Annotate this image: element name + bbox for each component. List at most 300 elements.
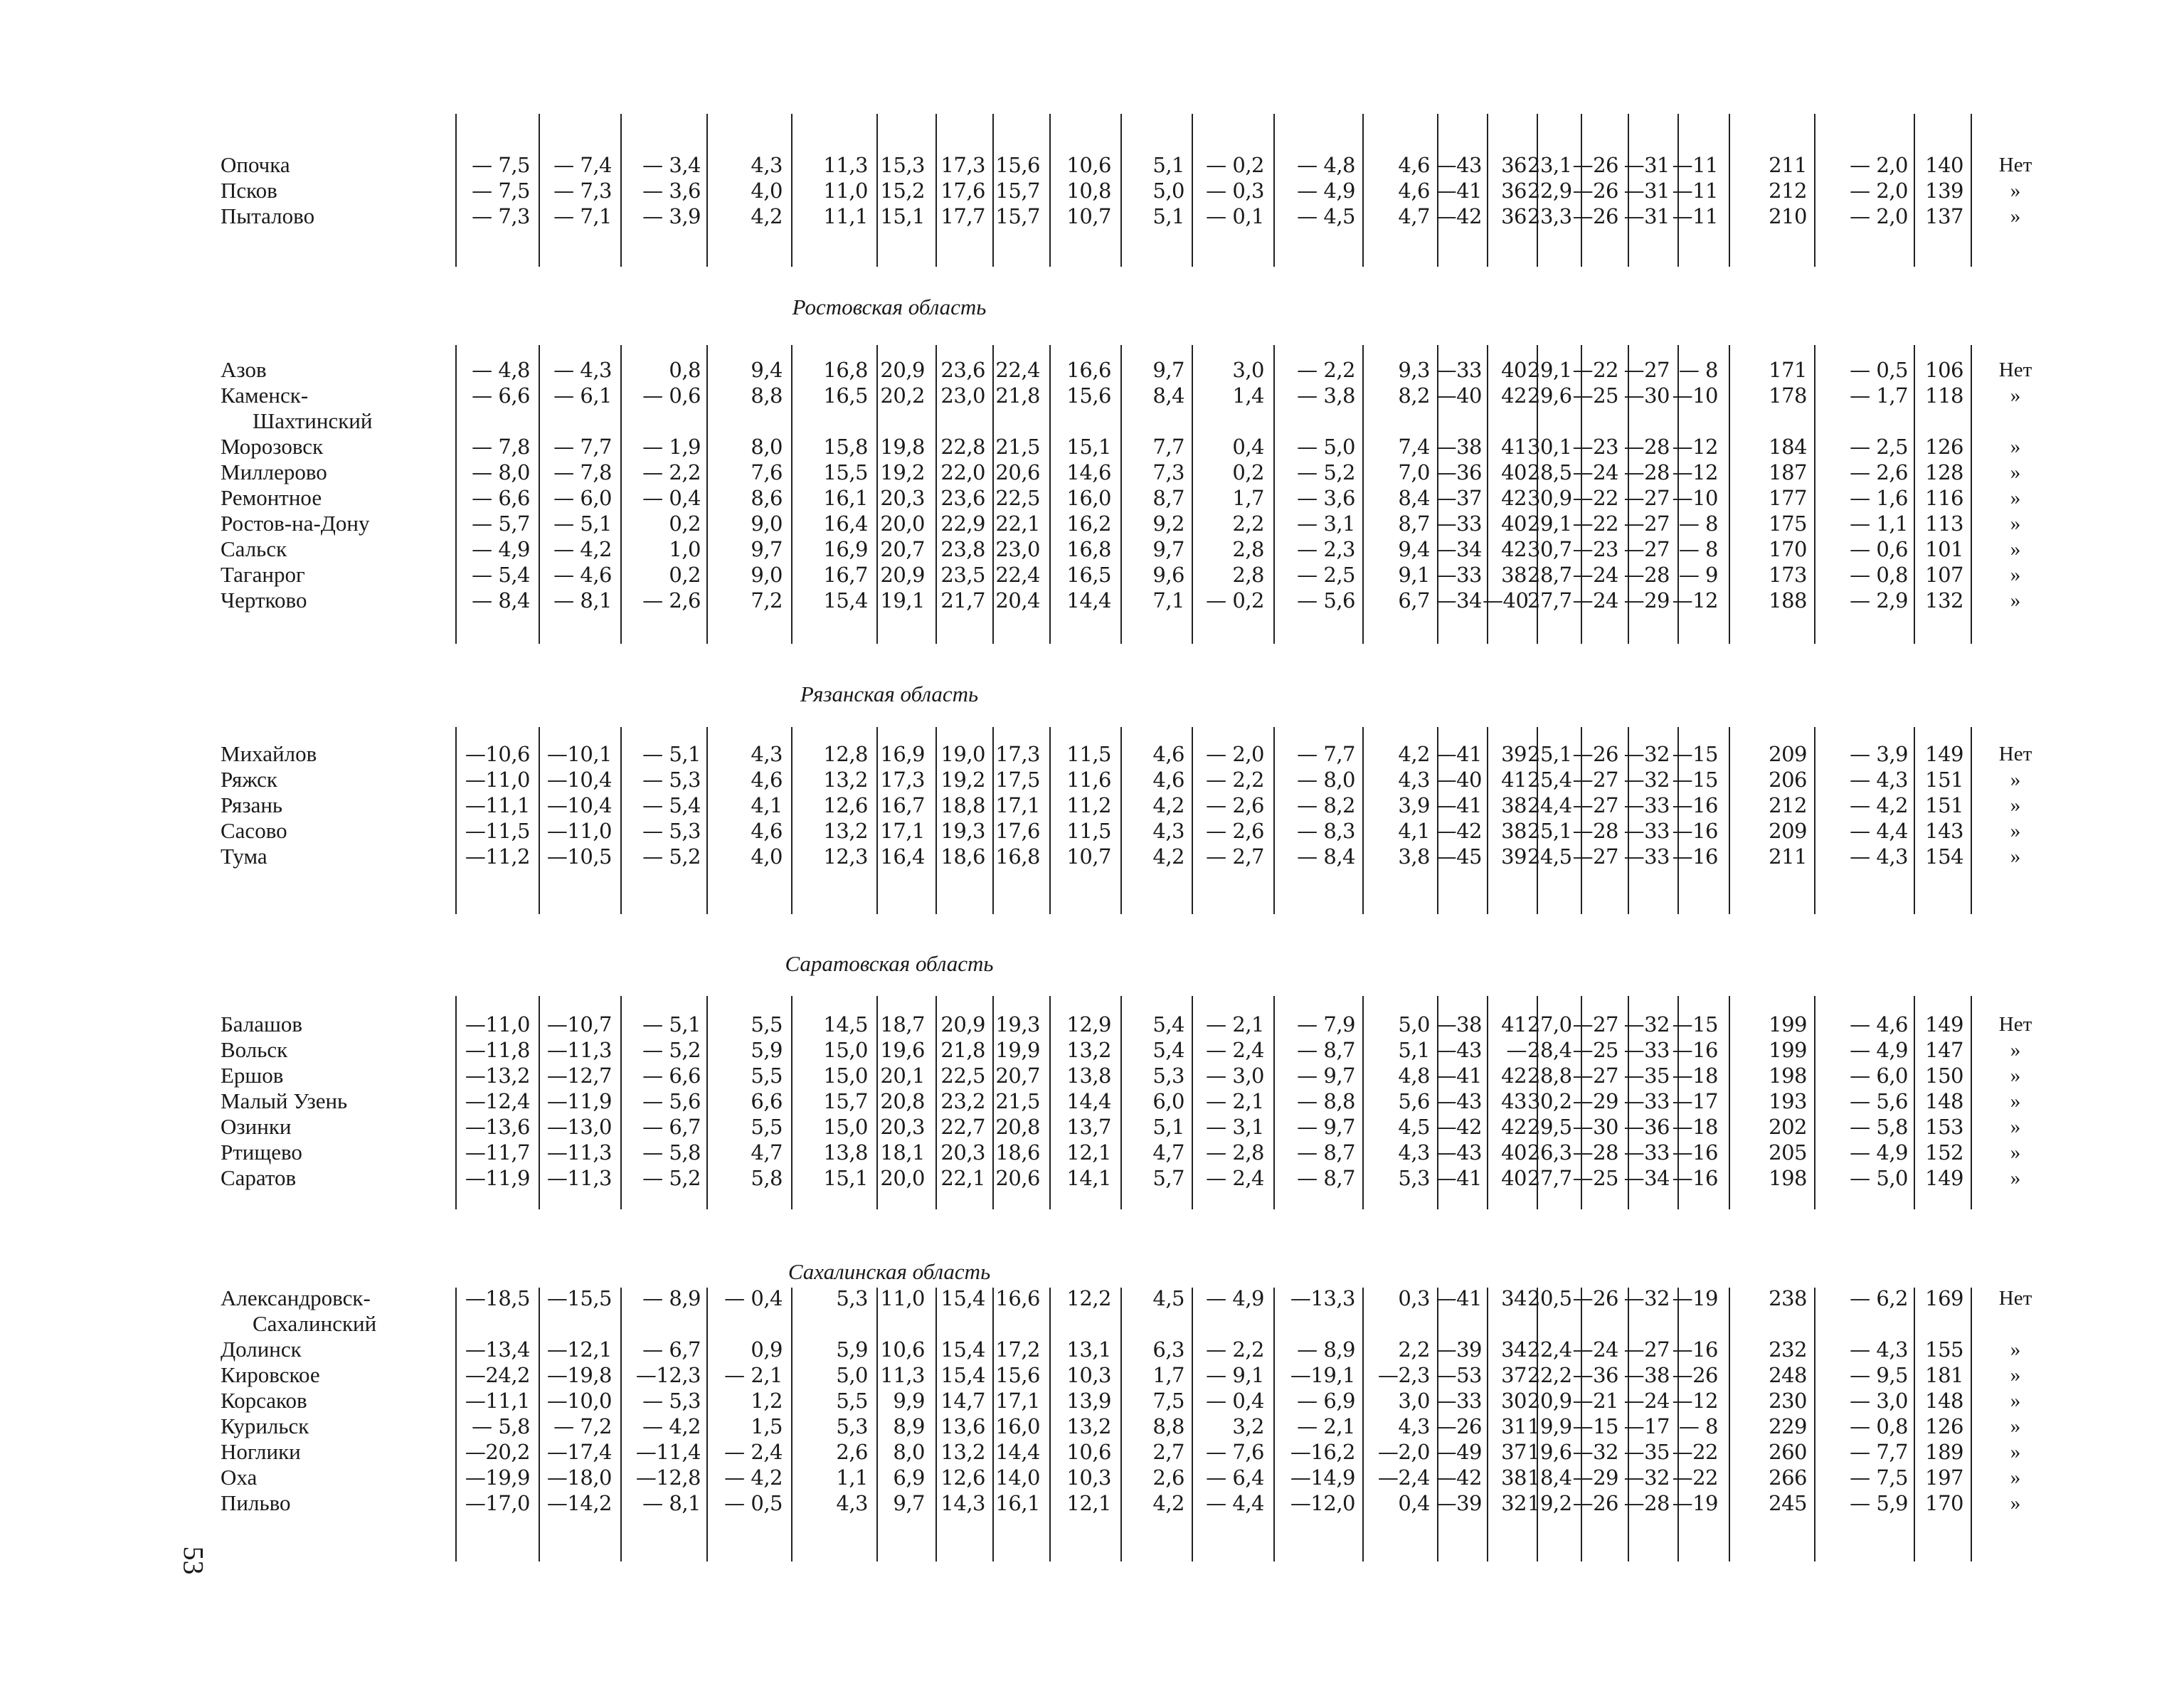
value-cell: 15,8	[823, 435, 868, 459]
value-cell: 2,6	[836, 1440, 868, 1464]
value-cell: 27,7	[1527, 1166, 1572, 1190]
value-cell: 15,5	[823, 460, 868, 484]
value-cell: —19,8	[546, 1363, 612, 1387]
value-cell: 15,7	[823, 1089, 868, 1113]
value-cell: 4,5	[1398, 1115, 1430, 1139]
column-rule	[1729, 114, 1730, 267]
value-cell: 229	[1769, 1414, 1807, 1438]
value-cell: — 2,8	[1206, 1140, 1264, 1165]
value-cell: 19,8	[880, 435, 925, 459]
value-cell: —27	[1572, 844, 1618, 869]
value-cell: Нет	[1998, 1287, 2032, 1310]
value-cell: —27	[1623, 511, 1670, 536]
value-cell: —22	[1572, 511, 1618, 536]
value-cell: 7,1	[1152, 588, 1184, 613]
value-cell: — 8,7	[1297, 1166, 1355, 1190]
value-cell: 173	[1769, 563, 1807, 587]
value-cell: 17,3	[940, 153, 985, 177]
value-cell: —36	[1572, 1363, 1618, 1387]
value-cell: —12	[1672, 1389, 1718, 1413]
value-cell: — 2,0	[1206, 742, 1264, 766]
value-cell: 23,1	[1527, 153, 1572, 177]
value-cell: — 8,9	[642, 1286, 701, 1310]
value-cell: —10,7	[546, 1012, 612, 1036]
value-cell: 23,8	[940, 537, 985, 561]
column-rule	[539, 114, 540, 267]
value-cell: 8,0	[893, 1440, 925, 1464]
value-cell: 126	[1925, 1414, 1963, 1438]
value-cell: —35	[1623, 1440, 1670, 1464]
value-cell: — 5,9	[1850, 1491, 1908, 1515]
value-cell: 11,2	[1066, 793, 1111, 817]
value-cell: 19,6	[880, 1038, 925, 1062]
value-cell: 4,6	[1398, 179, 1430, 203]
value-cell: — 5,8	[642, 1140, 701, 1165]
value-cell: »	[2010, 1115, 2021, 1138]
value-cell: — 8,4	[1297, 844, 1355, 869]
column-rule	[1120, 345, 1122, 644]
value-cell: 42	[1501, 1064, 1527, 1088]
column-rule	[1814, 345, 1815, 644]
value-cell: 149	[1925, 742, 1963, 766]
value-cell: — 4,2	[724, 1465, 783, 1490]
value-cell: 5,0	[1152, 179, 1184, 203]
value-cell: 15,1	[1066, 435, 1111, 459]
value-cell: 17,1	[880, 819, 925, 843]
value-cell: —22	[1572, 486, 1618, 510]
value-cell: —16	[1672, 1140, 1718, 1165]
column-rule	[1273, 345, 1275, 644]
value-cell: — 2,6	[1206, 819, 1264, 843]
value-cell: —39	[1436, 1337, 1482, 1362]
value-cell: 16,0	[1066, 486, 1111, 510]
value-cell: 22,4	[995, 358, 1040, 382]
value-cell: »	[2010, 768, 2021, 791]
value-cell: 199	[1769, 1012, 1807, 1036]
value-cell: —11,4	[635, 1440, 701, 1464]
value-cell: —33	[1623, 819, 1670, 843]
value-cell: 4,2	[1152, 844, 1184, 869]
value-cell: 211	[1769, 844, 1807, 869]
value-cell: —12,7	[546, 1064, 612, 1088]
value-cell: 3,0	[1398, 1389, 1430, 1413]
value-cell: 13,2	[1066, 1414, 1111, 1438]
value-cell: 266	[1769, 1465, 1807, 1490]
column-rule	[706, 345, 708, 644]
value-cell: 22,9	[940, 511, 985, 536]
value-cell: — 3,0	[1850, 1389, 1908, 1413]
value-cell: 8,7	[1398, 511, 1430, 536]
value-cell: 4,1	[751, 793, 783, 817]
value-cell: 38	[1501, 1465, 1527, 1490]
value-cell: — 5,4	[642, 793, 701, 817]
value-cell: »	[2010, 1338, 2021, 1361]
column-rule	[1192, 1288, 1193, 1561]
value-cell: —27	[1572, 793, 1618, 817]
value-cell: 107	[1925, 563, 1963, 587]
value-cell: 5,9	[751, 1038, 783, 1062]
value-cell: 118	[1925, 383, 1963, 408]
value-cell: — 7,3	[553, 179, 612, 203]
value-cell: 13,2	[823, 768, 868, 792]
station-name: Озинки	[221, 1114, 292, 1139]
value-cell: »	[2010, 1090, 2021, 1113]
value-cell: — 3,1	[1206, 1115, 1264, 1139]
value-cell: —32	[1623, 1465, 1670, 1490]
value-cell: 39	[1501, 742, 1527, 766]
value-cell: — 4,9	[472, 537, 530, 561]
value-cell: — 5,3	[642, 768, 701, 792]
value-cell: 4,0	[751, 179, 783, 203]
value-cell: 8,8	[751, 383, 783, 408]
value-cell: — 7,5	[472, 179, 530, 203]
value-cell: 7,2	[751, 588, 783, 613]
value-cell: 12,9	[1066, 1012, 1111, 1036]
value-cell: 0,2	[1232, 460, 1264, 484]
value-cell: —40	[1436, 383, 1482, 408]
value-cell: »	[2010, 1141, 2021, 1164]
value-cell: 9,6	[1152, 563, 1184, 587]
column-rule	[1273, 727, 1275, 914]
value-cell: 20,3	[880, 486, 925, 510]
value-cell: — 4,2	[642, 1414, 701, 1438]
column-rule	[1971, 996, 1972, 1209]
value-cell: 126	[1925, 435, 1963, 459]
value-cell: —18,5	[465, 1286, 530, 1310]
value-cell: 16,0	[995, 1414, 1040, 1438]
value-cell: 13,9	[1066, 1389, 1111, 1413]
value-cell: — 8,0	[472, 460, 530, 484]
value-cell: — 7,6	[1206, 1440, 1264, 1464]
value-cell: 212	[1769, 793, 1807, 817]
value-cell: 9,7	[751, 537, 783, 561]
value-cell: 0,8	[669, 358, 701, 382]
value-cell: 3,2	[1232, 1414, 1264, 1438]
value-cell: —36	[1623, 1115, 1670, 1139]
value-cell: —11,9	[546, 1089, 612, 1113]
value-cell: 40	[1501, 1166, 1527, 1190]
value-cell: — 6,6	[642, 1064, 701, 1088]
value-cell: 27,0	[1527, 1012, 1572, 1036]
value-cell: — 4,3	[1850, 1337, 1908, 1362]
value-cell: —32	[1623, 1286, 1670, 1310]
value-cell: —33	[1436, 358, 1482, 382]
value-cell: 29,1	[1527, 511, 1572, 536]
value-cell: —10,4	[546, 793, 612, 817]
value-cell: »	[2010, 1441, 2021, 1463]
value-cell: 10,8	[1066, 179, 1111, 203]
value-cell: 205	[1769, 1140, 1807, 1165]
value-cell: —26	[1672, 1363, 1718, 1387]
value-cell: 0,9	[751, 1337, 783, 1362]
value-cell: 16,1	[823, 486, 868, 510]
value-cell: 23,6	[940, 486, 985, 510]
value-cell: 0,3	[1398, 1286, 1430, 1310]
value-cell: 34	[1501, 1286, 1527, 1310]
value-cell: 7,3	[1152, 460, 1184, 484]
column-rule	[620, 727, 622, 914]
value-cell: 6,3	[1152, 1337, 1184, 1362]
value-cell: 113	[1925, 511, 1963, 536]
value-cell: — 2,2	[1206, 768, 1264, 792]
value-cell: 12,1	[1066, 1140, 1111, 1165]
station-name: Ртищево	[221, 1140, 302, 1165]
value-cell: —32	[1623, 1012, 1670, 1036]
value-cell: —42	[1436, 1465, 1482, 1490]
value-cell: —14,2	[546, 1491, 612, 1515]
value-cell: — 7,5	[472, 153, 530, 177]
value-cell: 13,2	[940, 1440, 985, 1464]
value-cell: 15,0	[823, 1115, 868, 1139]
value-cell: —24	[1572, 460, 1618, 484]
value-cell: —41	[1436, 179, 1482, 203]
value-cell: —11,0	[465, 768, 530, 792]
value-cell: —27	[1623, 1337, 1670, 1362]
column-rule	[706, 727, 708, 914]
value-cell: 5,3	[1152, 1064, 1184, 1088]
value-cell: — 7,7	[1850, 1440, 1908, 1464]
station-name: Ростов-на-Дону	[221, 511, 370, 536]
value-cell: 8,0	[751, 435, 783, 459]
value-cell: 32	[1501, 1491, 1527, 1515]
value-cell: — 5,2	[642, 844, 701, 869]
value-cell: —19,1	[1290, 1363, 1355, 1387]
value-cell: 9,3	[1398, 358, 1430, 382]
value-cell: 19,1	[880, 588, 925, 613]
value-cell: 143	[1925, 819, 1963, 843]
value-cell: 19,2	[880, 460, 925, 484]
value-cell: 3,8	[1398, 844, 1430, 869]
value-cell: —10	[1672, 486, 1718, 510]
value-cell: —31	[1623, 153, 1670, 177]
value-cell: 15,0	[823, 1064, 868, 1088]
value-cell: 155	[1925, 1337, 1963, 1362]
value-cell: — 0,3	[1206, 179, 1264, 203]
column-rule	[1729, 1288, 1730, 1561]
value-cell: 197	[1925, 1465, 1963, 1490]
value-cell: —11,0	[546, 819, 612, 843]
value-cell: —2,4	[1377, 1465, 1430, 1490]
value-cell: —17,4	[546, 1440, 612, 1464]
station-name: Сальск	[221, 536, 287, 561]
value-cell: —40	[1436, 768, 1482, 792]
value-cell: —26	[1572, 204, 1618, 228]
value-cell: — 0,4	[642, 486, 701, 510]
column-rule	[620, 345, 622, 644]
value-cell: —21	[1572, 1389, 1618, 1413]
value-cell: 22,1	[995, 511, 1040, 536]
value-cell: 2,2	[1398, 1337, 1430, 1362]
value-cell: —22	[1672, 1440, 1718, 1464]
value-cell: — 4,8	[472, 358, 530, 382]
value-cell: — 8	[1678, 537, 1718, 561]
value-cell: 14,5	[823, 1012, 868, 1036]
value-cell: —11,0	[465, 1012, 530, 1036]
value-cell: —15	[1672, 1012, 1718, 1036]
value-cell: 209	[1769, 819, 1807, 843]
value-cell: —35	[1623, 1064, 1670, 1088]
value-cell: —12,4	[465, 1089, 530, 1113]
value-cell: — 7,1	[553, 204, 612, 228]
value-cell: 17,6	[995, 819, 1040, 843]
section-title: Ростовская область	[792, 295, 987, 319]
value-cell: — 6,6	[472, 486, 530, 510]
value-cell: —41	[1436, 742, 1482, 766]
value-cell: —11	[1672, 179, 1718, 203]
value-cell: — 4,2	[1850, 793, 1908, 817]
value-cell: — 2,3	[1297, 537, 1355, 561]
value-cell: —33	[1623, 1089, 1670, 1113]
value-cell: — 8,1	[553, 588, 612, 613]
value-cell: —34	[1436, 537, 1482, 561]
value-cell: 101	[1925, 537, 1963, 561]
value-cell: 40	[1501, 511, 1527, 536]
value-cell: 26,3	[1527, 1140, 1572, 1165]
value-cell: 4,7	[1398, 204, 1430, 228]
station-name: Долинск	[221, 1337, 302, 1362]
column-rule	[791, 114, 793, 267]
value-cell: 212	[1769, 179, 1807, 203]
station-name: Чертково	[221, 588, 307, 613]
value-cell: 5,5	[751, 1012, 783, 1036]
value-cell: — 4,5	[1297, 204, 1355, 228]
value-cell: —12	[1672, 460, 1718, 484]
value-cell: 4,7	[751, 1140, 783, 1165]
value-cell: 11,0	[823, 179, 868, 203]
value-cell: 16,7	[823, 563, 868, 587]
value-cell: — 8	[1678, 1414, 1718, 1438]
value-cell: — 8,2	[1297, 793, 1355, 817]
value-cell: —10,4	[546, 768, 612, 792]
column-rule	[1120, 114, 1122, 267]
value-cell: 11,5	[1066, 819, 1111, 843]
value-cell: — 8,0	[1297, 768, 1355, 792]
value-cell: 178	[1769, 383, 1807, 408]
value-cell: 9,4	[1398, 537, 1430, 561]
value-cell: 23,6	[940, 358, 985, 382]
value-cell: 5,0	[1398, 1012, 1430, 1036]
value-cell: 18,6	[940, 844, 985, 869]
station-name: Псков	[221, 178, 277, 203]
value-cell: —12,0	[1290, 1491, 1355, 1515]
value-cell: »	[2010, 563, 2021, 586]
value-cell: 5,4	[1152, 1038, 1184, 1062]
value-cell: »	[2010, 1039, 2021, 1061]
value-cell: —17	[1623, 1414, 1670, 1438]
value-cell: 21,8	[995, 383, 1040, 408]
value-cell: Нет	[1998, 359, 2032, 381]
value-cell: 42	[1501, 1115, 1527, 1139]
value-cell: —26	[1572, 1491, 1618, 1515]
value-cell: —34	[1623, 1166, 1670, 1190]
value-cell: »	[2010, 1064, 2021, 1087]
value-cell: 34	[1501, 1337, 1527, 1362]
value-cell: —17	[1672, 1089, 1718, 1113]
value-cell: — 2,4	[724, 1440, 783, 1464]
value-cell: 41	[1501, 1012, 1527, 1036]
column-rule	[620, 996, 622, 1209]
value-cell: 12,8	[823, 742, 868, 766]
value-cell: 5,3	[1398, 1166, 1430, 1190]
value-cell: —28	[1572, 819, 1618, 843]
value-cell: 12,2	[1066, 1286, 1111, 1310]
value-cell: 4,6	[751, 819, 783, 843]
value-cell: 14,3	[940, 1491, 985, 1515]
value-cell: —49	[1436, 1440, 1482, 1464]
value-cell: —26	[1572, 153, 1618, 177]
value-cell: — 6,2	[1850, 1286, 1908, 1310]
value-cell: 0,4	[1398, 1491, 1430, 1515]
value-cell: 20,5	[1527, 1286, 1572, 1310]
value-cell: 4,1	[1398, 819, 1430, 843]
column-rule	[1120, 727, 1122, 914]
value-cell: 23,5	[940, 563, 985, 587]
value-cell: 148	[1925, 1389, 1963, 1413]
value-cell: 151	[1925, 768, 1963, 792]
value-cell: 20,8	[995, 1115, 1040, 1139]
value-cell: — 5,3	[642, 819, 701, 843]
value-cell: 140	[1925, 153, 1963, 177]
value-cell: —11,5	[465, 819, 530, 843]
value-cell: 9,7	[893, 1491, 925, 1515]
value-cell: —10,1	[546, 742, 612, 766]
value-cell: 38	[1501, 793, 1527, 817]
value-cell: 11,0	[880, 1286, 925, 1310]
value-cell: 184	[1769, 435, 1807, 459]
value-cell: — 4,9	[1206, 1286, 1264, 1310]
value-cell: 20,9	[880, 358, 925, 382]
station-name: Михайлов	[221, 741, 317, 766]
value-cell: — 0,4	[724, 1286, 783, 1310]
value-cell: —11,3	[546, 1140, 612, 1165]
value-cell: 248	[1769, 1363, 1807, 1387]
value-cell: 4,3	[1398, 768, 1430, 792]
value-cell: —29	[1572, 1089, 1618, 1113]
value-cell: —53	[1436, 1363, 1482, 1387]
column-rule	[1971, 727, 1972, 914]
value-cell: —27	[1572, 1064, 1618, 1088]
value-cell: —41	[1436, 1286, 1482, 1310]
value-cell: 7,7	[1152, 435, 1184, 459]
value-cell: 28,4	[1527, 1038, 1572, 1062]
value-cell: — 6,7	[642, 1337, 701, 1362]
value-cell: — 0,2	[1206, 153, 1264, 177]
value-cell: 25,1	[1527, 819, 1572, 843]
value-cell: — 5,3	[642, 1389, 701, 1413]
value-cell: —18	[1672, 1064, 1718, 1088]
value-cell: 11,1	[823, 204, 868, 228]
value-cell: 20,0	[880, 511, 925, 536]
value-cell: 19,2	[940, 768, 985, 792]
station-name: Вольск	[221, 1037, 288, 1062]
value-cell: —43	[1436, 1038, 1482, 1062]
value-cell: »	[2010, 589, 2021, 612]
value-cell: — 5,8	[1850, 1115, 1908, 1139]
value-cell: —25	[1572, 1038, 1618, 1062]
station-name: Курильск	[221, 1414, 309, 1438]
value-cell: 188	[1769, 588, 1807, 613]
value-cell: 22,2	[1527, 1363, 1572, 1387]
value-cell: — 8,7	[1297, 1038, 1355, 1062]
value-cell: 5,8	[751, 1166, 783, 1190]
value-cell: — 4,2	[553, 537, 612, 561]
value-cell: 181	[1925, 1363, 1963, 1387]
value-cell: —16	[1672, 1337, 1718, 1362]
column-rule	[706, 996, 708, 1209]
value-cell: —32	[1623, 742, 1670, 766]
value-cell: —16	[1672, 793, 1718, 817]
value-cell: —34	[1436, 588, 1482, 613]
